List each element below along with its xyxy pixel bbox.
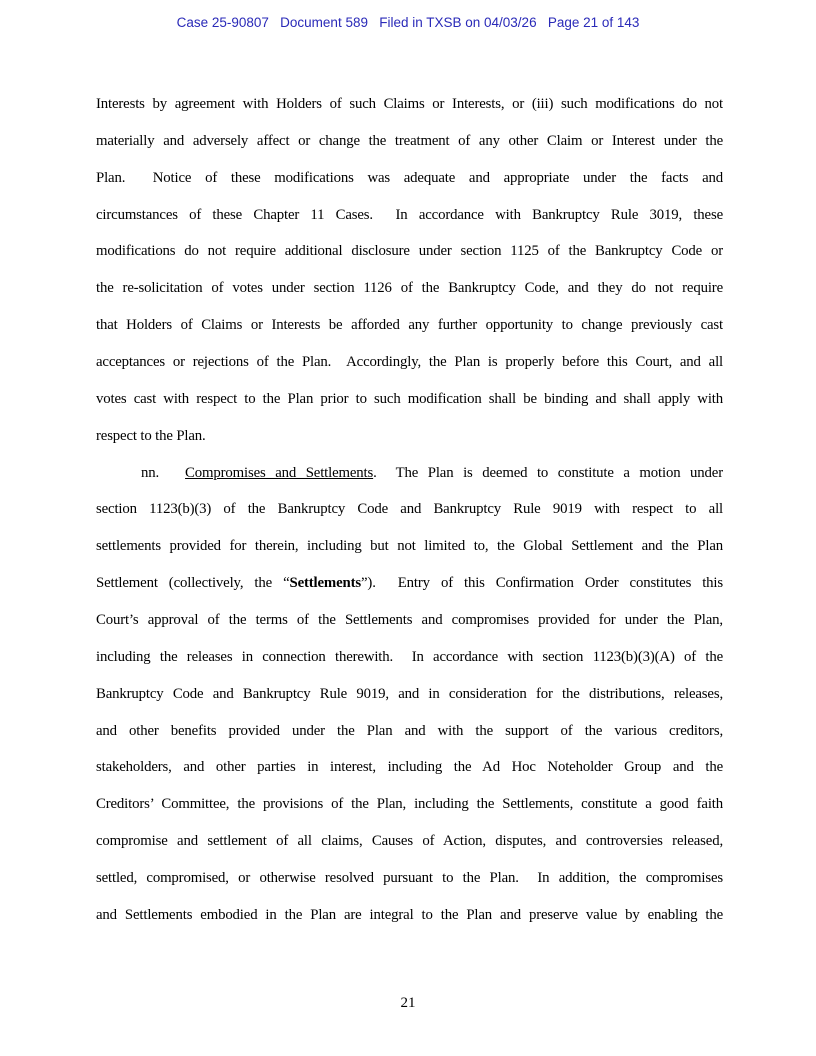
text-run: stakeholders, and other parties in interest, including the Ad Hoc Noteholder Group and the <box>96 759 723 776</box>
text-line <box>96 602 723 639</box>
text-run: circumstances of these Chapter 11 Cases. In accordance with Bankruptcy Rule 3019, these <box>96 206 723 223</box>
text-line <box>96 639 723 676</box>
text-line <box>96 160 723 197</box>
text-run: Settlement (collectively, the “ <box>96 575 290 592</box>
text-run: votes cast with respect to the Plan prior to such modification shall be binding and shall apply with <box>96 390 723 407</box>
text-run: settlements provided for therein, including but not limited to, the Global Settlement and the Plan <box>96 538 723 555</box>
text-run: modifications do not require additional disclosure under section 1125 of the Bankruptcy Code or <box>96 243 723 260</box>
text-line <box>96 123 723 160</box>
text-run: Bankruptcy Code and Bankruptcy Rule 9019, and in consideration for the distributions, releases, <box>96 685 723 702</box>
text-line <box>96 860 723 897</box>
text-run: materially and adversely affect or change the treatment of any other Claim or Interest under the <box>96 132 723 149</box>
page-number: 21 <box>400 995 416 1011</box>
case-caption-header: Case 25-90807 Document 589 Filed in TXSB on 04/03/26 Page 21 of 143 <box>176 15 640 30</box>
document-body <box>96 86 723 934</box>
text-line <box>96 418 723 455</box>
section-heading: Compromises and Settlements <box>185 464 374 481</box>
text-run: and other benefits provided under the Plan and with the support of the various creditors, <box>96 722 723 739</box>
text-run: section 1123(b)(3) of the Bankruptcy Code and Bankruptcy Rule 9019 with respect to all <box>96 501 723 518</box>
text-run: Creditors’ Committee, the provisions of the Plan, including the Settlements, constitute a good faith <box>96 796 723 813</box>
text-run: Court’s approval of the terms of the Settlements and compromises provided for under the Plan, <box>96 612 723 629</box>
text-run: the re-solicitation of votes under section 1126 of the Bankruptcy Code, and they do not require <box>96 280 723 297</box>
text-line <box>96 823 723 860</box>
text-line <box>96 749 723 786</box>
text-run: Plan. Notice of these modifications was adequate and appropriate under the facts and <box>96 169 723 186</box>
text-line <box>96 565 723 602</box>
paragraph-label: nn. <box>141 464 160 481</box>
text-run: Interests by agreement with Holders of such Claims or Interests, or (iii) such modifications do not <box>96 96 723 112</box>
text-line <box>96 86 723 123</box>
text-line <box>96 344 723 381</box>
text-line <box>96 270 723 307</box>
text-line <box>96 897 723 934</box>
text-line <box>96 307 723 344</box>
text-line <box>96 491 723 528</box>
text-line <box>96 713 723 750</box>
paragraph-continuation <box>96 86 723 455</box>
defined-term: Settlements <box>289 575 361 592</box>
text-line <box>96 455 723 492</box>
text-line <box>96 676 723 713</box>
text-run: . The Plan is deemed to constitute a motion under <box>373 464 723 481</box>
text-line <box>96 786 723 823</box>
text-line <box>96 233 723 270</box>
text-line <box>96 381 723 418</box>
text-run: compromise and settlement of all claims, Causes of Action, disputes, and controversies released, <box>96 833 723 850</box>
text-run: and Settlements embodied in the Plan are integral to the Plan and preserve value by enabling the <box>96 906 723 923</box>
text-run: including the releases in connection therewith. In accordance with section 1123(b)(3)(A) of the <box>96 648 723 665</box>
text-run: that Holders of Claims or Interests be afforded any further opportunity to change previously cast <box>96 317 723 334</box>
paragraph-nn-compromises-and-settlements <box>96 455 723 934</box>
text-line <box>96 528 723 565</box>
text-run: ”). Entry of this Confirmation Order constitutes this <box>361 575 723 592</box>
text-line <box>96 197 723 234</box>
text-run: respect to the Plan. <box>96 427 206 444</box>
text-run: acceptances or rejections of the Plan. Accordingly, the Plan is properly before this Court, and all <box>96 354 723 371</box>
text-run: settled, compromised, or otherwise resolved pursuant to the Plan. In addition, the compromises <box>96 870 723 887</box>
